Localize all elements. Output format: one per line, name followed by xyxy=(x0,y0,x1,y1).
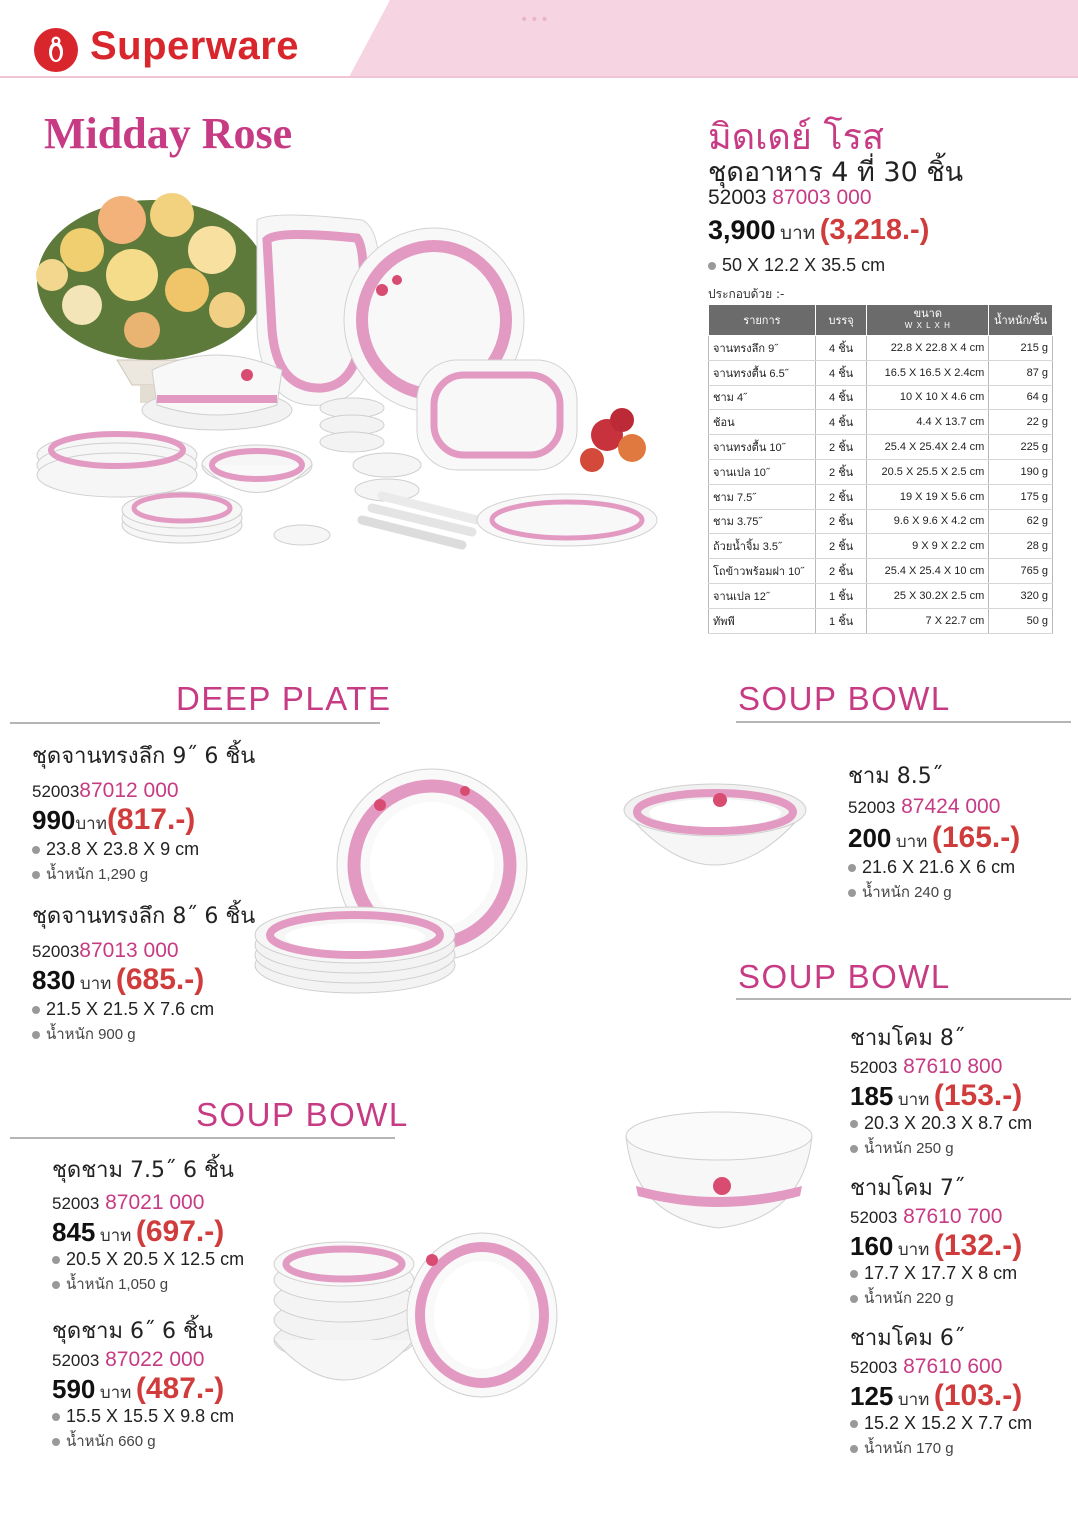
penguin-logo-icon xyxy=(44,34,68,64)
product-name: ชามโคม 8˝ xyxy=(850,1026,965,1051)
table-cell-pack: 1 ชิ้น xyxy=(815,608,867,633)
roses-bunch-image xyxy=(580,408,646,472)
tureen-image xyxy=(142,355,292,430)
table-row xyxy=(709,360,1053,385)
table-cell-size: 16.5 X 16.5 X 2.4cm xyxy=(867,360,989,385)
table-cell-pack: 2 ชิ้น xyxy=(815,459,867,484)
sku-prefix: 52003 xyxy=(850,1058,898,1077)
promo-price: (3,218.-) xyxy=(819,214,930,246)
table-cell-size: 10 X 10 X 4.6 cm xyxy=(867,385,989,410)
section-divider xyxy=(736,721,1071,723)
bullet-icon xyxy=(850,1295,858,1303)
dimensions-text: 21.6 X 21.6 X 6 cm xyxy=(862,857,1016,877)
bullet-icon xyxy=(708,262,716,270)
table-cell-item: จานทรงตื้น 10˝ xyxy=(709,435,816,460)
table-cell-pack: 2 ชิ้น xyxy=(815,435,867,460)
product-name: ชาม 8.5˝ xyxy=(848,764,943,789)
large-bowl-image xyxy=(202,445,312,493)
table-cell-item: ทัพพี xyxy=(709,608,816,633)
sku-code: 87003 000 xyxy=(772,186,872,209)
table-cell-weight: 320 g xyxy=(989,583,1053,608)
table-cell-item: ชาม 7.5˝ xyxy=(709,484,816,509)
table-cell-pack: 4 ชิ้น xyxy=(815,410,867,435)
product-weight xyxy=(850,1436,1032,1460)
sku-prefix: 52003 xyxy=(32,782,80,801)
section-title-soup-bowl: SOUP BOWL xyxy=(738,958,951,995)
bullet-icon xyxy=(52,1413,60,1421)
brand-name: Superware xyxy=(90,24,300,68)
set-description: ชุดอาหาร 4 ที่ 30 ชิ้น xyxy=(708,157,964,188)
table-row xyxy=(709,385,1053,410)
table-cell-size: 25 X 30.2X 2.5 cm xyxy=(867,583,989,608)
components-table xyxy=(708,304,1053,634)
table-cell-item: ช้อน xyxy=(709,410,816,435)
table-header-row xyxy=(709,305,1053,336)
section-title-soup-bowl: SOUP BOWL xyxy=(196,1096,409,1133)
set-sku xyxy=(708,186,872,210)
dimensions-text: 15.2 X 15.2 X 7.7 cm xyxy=(864,1413,1033,1433)
product-price xyxy=(52,1372,234,1406)
product-weight xyxy=(52,1429,234,1453)
price-unit: บาท xyxy=(780,223,816,244)
product-weight xyxy=(848,880,1020,904)
soup-bowls-stack-image xyxy=(272,1220,572,1420)
weight-text: น้ำหนัก 1,050 g xyxy=(66,1276,169,1293)
product-sku xyxy=(32,779,255,803)
sku-prefix: 52003 xyxy=(52,1351,100,1370)
product-sku xyxy=(850,1205,1022,1229)
price-value: 160 xyxy=(850,1231,894,1261)
price-unit: บาท xyxy=(897,1090,930,1109)
price-value: 845 xyxy=(52,1217,96,1247)
spoons-image xyxy=(274,496,477,545)
product-weight xyxy=(850,1136,1032,1160)
product-price xyxy=(52,1215,244,1249)
table-cell-item: ถ้วยน้ำจิ้ม 3.5˝ xyxy=(709,534,816,559)
table-row xyxy=(709,410,1053,435)
dimensions-text: 17.7 X 17.7 X 8 cm xyxy=(864,1263,1018,1283)
rice-bowl-image xyxy=(624,1108,814,1233)
table-cell-size: 9.6 X 9.6 X 4.2 cm xyxy=(867,509,989,534)
price-value: 125 xyxy=(850,1381,894,1411)
table-row xyxy=(709,336,1053,361)
bullet-icon xyxy=(32,1031,40,1039)
table-header: รายการ xyxy=(709,305,816,336)
table-cell-weight: 190 g xyxy=(989,459,1053,484)
weight-text: น้ำหนัก 250 g xyxy=(864,1140,954,1157)
promo-price: (487.-) xyxy=(135,1372,225,1405)
table-row xyxy=(709,608,1053,633)
bullet-icon xyxy=(32,1006,40,1014)
product-dimensions xyxy=(850,1413,1032,1434)
product-deep-plate-8 xyxy=(32,898,255,1046)
price-unit: บาท xyxy=(99,1383,132,1402)
plate-stack-image xyxy=(37,433,197,497)
dimensions-text: 20.3 X 20.3 X 8.7 cm xyxy=(864,1113,1033,1133)
table-cell-weight: 175 g xyxy=(989,484,1053,509)
product-dimensions xyxy=(32,839,255,860)
sku-prefix: 52003 xyxy=(850,1358,898,1377)
table-cell-size: 22.8 X 22.8 X 4 cm xyxy=(867,336,989,361)
table-cell-size: 7 X 22.7 cm xyxy=(867,608,989,633)
table-cell-pack: 4 ชิ้น xyxy=(815,385,867,410)
section-divider xyxy=(10,1137,395,1139)
table-cell-size: 9 X 9 X 2.2 cm xyxy=(867,534,989,559)
price-value: 830 xyxy=(32,965,76,995)
product-weight xyxy=(850,1286,1022,1310)
weight-text: น้ำหนัก 170 g xyxy=(864,1440,954,1457)
product-weight xyxy=(32,1022,255,1046)
section-title-deep-plate: DEEP PLATE xyxy=(176,680,392,717)
bowl-8-5-image xyxy=(620,780,810,890)
sku-code: 87022 000 xyxy=(105,1348,205,1371)
price-unit: บาท xyxy=(75,814,107,833)
product-price xyxy=(32,803,255,837)
price-value: 3,900 xyxy=(708,215,776,245)
product-rice-bowl-7 xyxy=(850,1170,1022,1310)
size-subheader: W X L X H xyxy=(904,321,951,330)
product-price xyxy=(850,1379,1032,1413)
sku-prefix: 52003 xyxy=(32,942,80,961)
dinnerware-set-image xyxy=(22,180,662,560)
table-cell-size: 25.4 X 25.4X 2.4 cm xyxy=(867,435,989,460)
dimensions-text: 50 X 12.2 X 35.5 cm xyxy=(722,255,886,275)
sku-code: 87610 700 xyxy=(903,1205,1003,1228)
table-cell-weight: 215 g xyxy=(989,336,1053,361)
small-bowls-stack-image xyxy=(320,398,421,501)
section-divider xyxy=(10,722,380,724)
product-sku xyxy=(850,1355,1032,1379)
bullet-icon xyxy=(850,1420,858,1428)
bullet-icon xyxy=(52,1281,60,1289)
small-oval-platter-image xyxy=(477,494,657,546)
set-name-thai: มิดเดย์ โรส xyxy=(708,117,884,158)
table-cell-pack: 2 ชิ้น xyxy=(815,509,867,534)
dimensions-text: 15.5 X 15.5 X 9.8 cm xyxy=(66,1406,235,1426)
price-unit: บาท xyxy=(99,1226,132,1245)
table-cell-weight: 225 g xyxy=(989,435,1053,460)
price-unit: บาท xyxy=(79,974,112,993)
product-weight xyxy=(32,862,255,886)
product-rice-bowl-8 xyxy=(850,1020,1032,1160)
set-price xyxy=(708,214,929,248)
table-cell-pack: 2 ชิ้น xyxy=(815,534,867,559)
table-cell-item: จานเปล 12˝ xyxy=(709,583,816,608)
product-dimensions xyxy=(850,1113,1032,1134)
sku-code: 87012 000 xyxy=(79,779,179,802)
price-unit: บาท xyxy=(897,1240,930,1259)
table-cell-item: จานทรงลึก 9˝ xyxy=(709,336,816,361)
product-name: ชุดชาม 7.5˝ 6 ชิ้น xyxy=(52,1158,234,1183)
product-price xyxy=(848,821,1020,855)
product-name: ชามโคม 7˝ xyxy=(850,1176,965,1201)
table-row xyxy=(709,435,1053,460)
table-cell-weight: 50 g xyxy=(989,608,1053,633)
sku-code: 87013 000 xyxy=(79,939,179,962)
product-sku xyxy=(52,1348,234,1372)
weight-text: น้ำหนัก 900 g xyxy=(46,1026,136,1043)
sku-prefix: 52003 xyxy=(52,1194,100,1213)
size-header: ขนาด xyxy=(913,308,942,320)
dimensions-text: 20.5 X 20.5 X 12.5 cm xyxy=(66,1249,245,1269)
rect-platter-image xyxy=(417,360,577,470)
weight-text: น้ำหนัก 220 g xyxy=(864,1290,954,1307)
table-row xyxy=(709,534,1053,559)
dimensions-text: 23.8 X 23.8 X 9 cm xyxy=(46,839,200,859)
table-cell-size: 4.4 X 13.7 cm xyxy=(867,410,989,435)
table-cell-item: จานเปล 10˝ xyxy=(709,459,816,484)
sku-code: 87610 600 xyxy=(903,1355,1003,1378)
price-value: 185 xyxy=(850,1081,894,1111)
promo-price: (697.-) xyxy=(135,1215,225,1248)
table-cell-item: โถข้าวพร้อมฝา 10˝ xyxy=(709,559,816,584)
header-pink-band xyxy=(350,0,1078,76)
product-name: ชุดจานทรงลึก 9˝ 6 ชิ้น xyxy=(32,744,256,769)
product-sku xyxy=(52,1191,244,1215)
product-price xyxy=(850,1079,1032,1113)
table-header: บรรจุ xyxy=(815,305,867,336)
bullet-icon xyxy=(850,1445,858,1453)
section-divider xyxy=(736,998,1071,1000)
table-cell-pack: 4 ชิ้น xyxy=(815,360,867,385)
table-cell-weight: 28 g xyxy=(989,534,1053,559)
product-deep-plate-9 xyxy=(32,738,255,886)
header-divider xyxy=(0,76,1078,78)
collection-title: Midday Rose xyxy=(44,109,293,158)
header-dots: ••• xyxy=(520,12,551,28)
table-cell-weight: 22 g xyxy=(989,410,1053,435)
promo-price: (153.-) xyxy=(933,1079,1023,1112)
table-cell-weight: 62 g xyxy=(989,509,1053,534)
table-cell-weight: 87 g xyxy=(989,360,1053,385)
bullet-icon xyxy=(52,1438,60,1446)
promo-price: (132.-) xyxy=(933,1229,1023,1262)
product-name: ชุดชาม 6˝ 6 ชิ้น xyxy=(52,1319,213,1344)
table-cell-weight: 64 g xyxy=(989,385,1053,410)
product-soup-bowl-7-5 xyxy=(52,1152,244,1296)
weight-text: น้ำหนัก 660 g xyxy=(66,1433,156,1450)
product-dimensions xyxy=(32,999,255,1020)
product-sku xyxy=(850,1055,1032,1079)
product-price xyxy=(32,963,255,997)
bullet-icon xyxy=(848,889,856,897)
product-name: ชุดจานทรงลึก 8˝ 6 ชิ้น xyxy=(32,904,256,929)
table-row xyxy=(709,484,1053,509)
table-row xyxy=(709,459,1053,484)
product-sku xyxy=(848,795,1020,819)
product-bowl-8-5 xyxy=(848,758,1020,904)
bullet-icon xyxy=(52,1256,60,1264)
set-dimensions xyxy=(708,255,885,276)
table-cell-size: 19 X 19 X 5.6 cm xyxy=(867,484,989,509)
table-row xyxy=(709,509,1053,534)
sku-prefix: 52003 xyxy=(848,798,896,817)
table-cell-size: 20.5 X 25.5 X 2.5 cm xyxy=(867,459,989,484)
table-cell-item: ชาม 3.75˝ xyxy=(709,509,816,534)
weight-text: น้ำหนัก 1,290 g xyxy=(46,866,149,883)
table-header: น้ำหนัก/ชิ้น xyxy=(989,305,1053,336)
bullet-icon xyxy=(850,1270,858,1278)
table-header xyxy=(867,305,989,336)
product-dimensions xyxy=(848,857,1020,878)
price-value: 200 xyxy=(848,823,892,853)
product-soup-bowl-6 xyxy=(52,1313,234,1453)
sku-prefix: 52003 xyxy=(850,1208,898,1227)
sku-code: 87424 000 xyxy=(901,795,1001,818)
promo-price: (103.-) xyxy=(933,1379,1023,1412)
price-unit: บาท xyxy=(895,832,928,851)
table-cell-item: ชาม 4˝ xyxy=(709,385,816,410)
sku-prefix: 52003 xyxy=(708,186,767,209)
dimensions-text: 21.5 X 21.5 X 7.6 cm xyxy=(46,999,215,1019)
table-cell-item: จานทรงตื้น 6.5˝ xyxy=(709,360,816,385)
table-cell-pack: 2 ชิ้น xyxy=(815,484,867,509)
product-weight xyxy=(52,1272,244,1296)
table-cell-size: 25.4 X 25.4 X 10 cm xyxy=(867,559,989,584)
deep-plates-image xyxy=(250,765,550,1015)
sku-code: 87610 800 xyxy=(903,1055,1003,1078)
table-row xyxy=(709,559,1053,584)
sku-code: 87021 000 xyxy=(105,1191,205,1214)
bullet-icon xyxy=(32,871,40,879)
bullet-icon xyxy=(850,1120,858,1128)
promo-price: (685.-) xyxy=(115,963,205,996)
price-unit: บาท xyxy=(897,1390,930,1409)
product-name: ชามโคม 6˝ xyxy=(850,1326,965,1351)
bullet-icon xyxy=(850,1145,858,1153)
table-cell-pack: 1 ชิ้น xyxy=(815,583,867,608)
product-price xyxy=(850,1229,1022,1263)
product-dimensions xyxy=(52,1249,244,1270)
product-sku xyxy=(32,939,255,963)
promo-price: (165.-) xyxy=(931,821,1021,854)
product-rice-bowl-6 xyxy=(850,1320,1032,1460)
table-cell-weight: 765 g xyxy=(989,559,1053,584)
bullet-icon xyxy=(848,864,856,872)
product-dimensions xyxy=(52,1406,234,1427)
table-row xyxy=(709,583,1053,608)
table-cell-pack: 4 ชิ้น xyxy=(815,336,867,361)
price-value: 990 xyxy=(32,805,76,835)
product-dimensions xyxy=(850,1263,1022,1284)
components-label: ประกอบด้วย :- xyxy=(708,287,785,301)
bullet-icon xyxy=(32,846,40,854)
price-value: 590 xyxy=(52,1374,96,1404)
small-plate-stack-image xyxy=(122,492,242,543)
table-cell-pack: 2 ชิ้น xyxy=(815,559,867,584)
table-body xyxy=(709,336,1053,634)
promo-price: (817.-) xyxy=(106,803,196,836)
weight-text: น้ำหนัก 240 g xyxy=(862,884,952,901)
section-title-soup-bowl: SOUP BOWL xyxy=(738,680,951,717)
